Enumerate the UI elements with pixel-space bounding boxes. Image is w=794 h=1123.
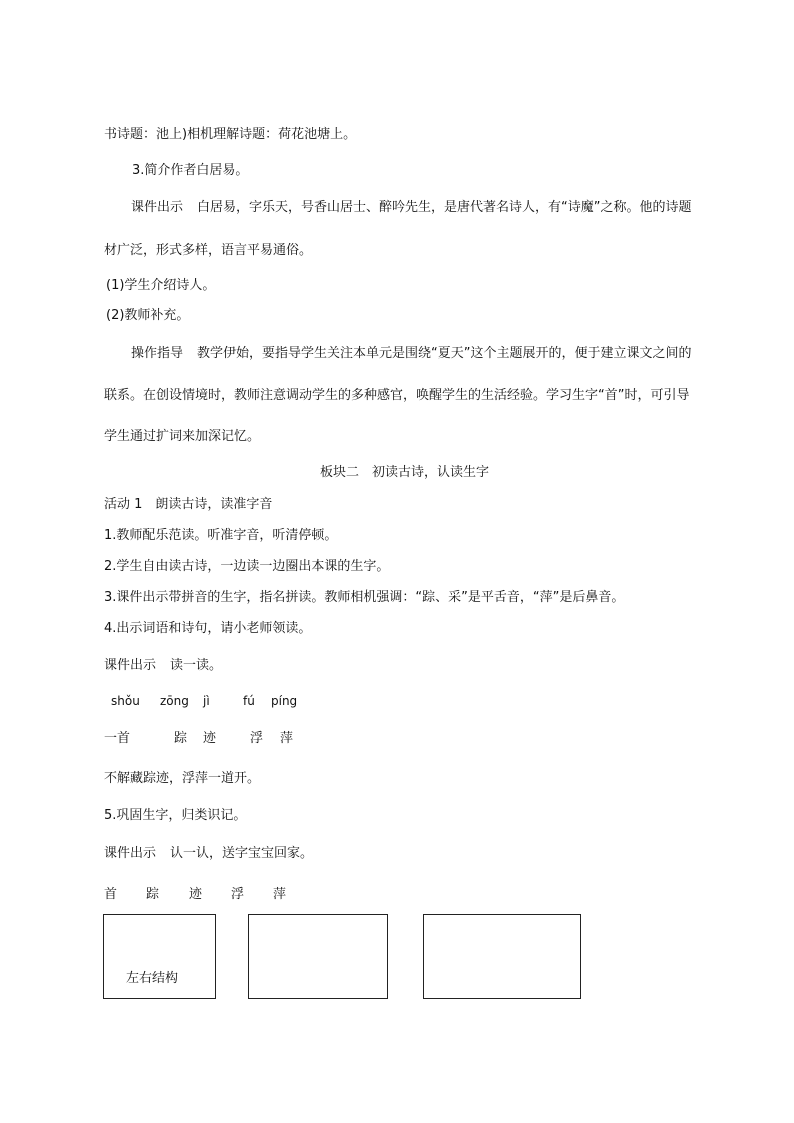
step-5: 5.巩固生字，归类识记。 — [104, 808, 247, 823]
pinyin-shou: shǒu — [111, 694, 140, 708]
word-yishou: 一首 — [104, 731, 131, 746]
structure-box-left-right — [103, 914, 216, 999]
paragraph-courseware-author-cont: 材广泛，形式多样，语言平易通俗。 — [104, 243, 313, 258]
paragraph-poem-title: 书诗题：池上)相机理解诗题：荷花池塘上。 — [104, 127, 357, 142]
paragraph-operation-guide-cont2: 学生通过扩词来加深记忆。 — [104, 429, 261, 444]
section-title: 板块二 初读古诗，认读生字 — [320, 465, 490, 480]
pinyin-fu: fú — [243, 694, 255, 708]
paragraph-courseware-author — [131, 200, 692, 216]
paragraph-operation-guide — [131, 346, 692, 362]
char-shou: 首 — [104, 887, 118, 902]
courseware-read-label: 课件出示 — [104, 658, 157, 673]
paragraph-author-intro: 3.简介作者白居易。 — [132, 163, 249, 178]
pinyin-ji: jì — [203, 694, 210, 708]
paragraph-teacher-supplement: (2)教师补充。 — [106, 308, 190, 323]
word-ping: 萍 — [280, 731, 294, 746]
courseware-read-text: 读一读。 — [170, 658, 223, 673]
step-4: 4.出示词语和诗句，请小老师领读。 — [104, 621, 312, 636]
courseware-recognize-text: 认一认，送字宝宝回家。 — [170, 846, 314, 861]
courseware-read-line — [104, 658, 222, 674]
char-fu: 浮 — [231, 887, 245, 902]
word-ji: 迹 — [203, 731, 217, 746]
operation-label: 操作指导 — [131, 346, 184, 361]
poem-sentence: 不解藏踪迹，浮萍一道开。 — [104, 771, 261, 786]
step-2: 2.学生自由读古诗，一边读一边圈出本课的生字。 — [104, 559, 390, 574]
word-zong: 踪 — [174, 731, 188, 746]
step-1: 1.教师配乐范读。听准字音，听清停顿。 — [104, 528, 338, 543]
operation-text: 教学伊始，要指导学生关注本单元是围绕“夏天”这个主题展开的，便于建立课文之间的 — [197, 346, 692, 361]
char-zong: 踪 — [146, 887, 160, 902]
structure-box-2 — [248, 914, 388, 999]
paragraph-student-intro: (1)学生介绍诗人。 — [106, 278, 216, 293]
courseware-recognize-line — [104, 846, 313, 862]
pinyin-ping: píng — [271, 694, 298, 708]
activity-title: 活动 1 朗读古诗，读准字音 — [104, 497, 273, 512]
box-label-left-right: 左右结构 — [126, 971, 179, 986]
char-ji: 迹 — [189, 887, 203, 902]
paragraph-operation-guide-cont1: 联系。在创设情境时，教师注意调动学生的多种感官，唤醒学生的生活经验。学习生字“首”时，可引导 — [104, 388, 690, 403]
courseware-label: 课件出示 — [131, 200, 184, 215]
word-fu: 浮 — [250, 731, 264, 746]
courseware-recognize-label: 课件出示 — [104, 846, 157, 861]
structure-box-3 — [423, 914, 581, 999]
char-ping: 萍 — [273, 887, 287, 902]
step-3: 3.课件出示带拼音的生字，指名拼读。教师相机强调：“踪、采”是平舌音，“萍”是后鼻音。 — [104, 590, 625, 605]
courseware-text: 白居易，字乐天，号香山居士、醉吟先生，是唐代著名诗人，有“诗魔”之称。他的诗题 — [197, 200, 692, 215]
pinyin-zong: zōng — [160, 694, 189, 708]
